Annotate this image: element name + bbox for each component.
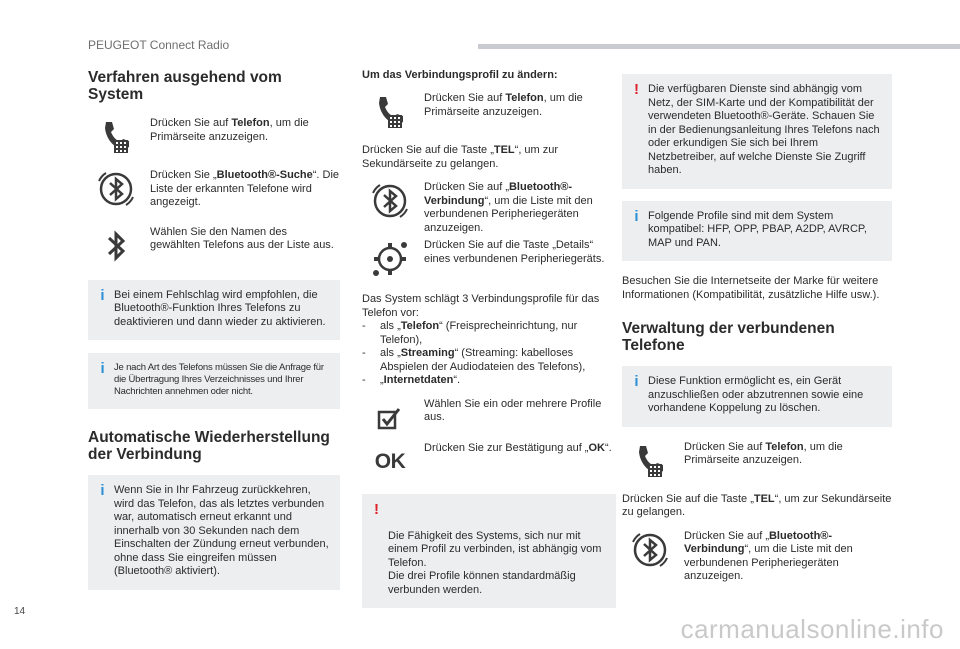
subheading-change-profile: Um das Verbindungsprofil zu ändern: [362, 69, 558, 81]
checkbox-icon [370, 398, 410, 438]
paragraph-tel-key: Drücken Sie auf die Taste „TEL“, um zur Sekundärseite zu gelangen. [622, 492, 892, 518]
page-number: 14 [14, 606, 26, 617]
step-details: Drücken Sie auf die Taste „Details“ eines verbundenen Peripheriegeräts. [362, 239, 616, 279]
step-phone: Drücken Sie auf Telefon, um die Primärseite anzuzeigen. [622, 441, 892, 481]
phone-icon [630, 441, 670, 481]
paragraph-profiles: Das System schlägt 3 Verbindungsprofile für das Telefon vor: [362, 293, 600, 319]
info-icon: i [100, 482, 105, 499]
phone-icon [96, 117, 136, 157]
note-services: ! Die verfügbaren Dienste sind abhängig vom Netz, der SIM-Karte und der Kompatibilität der verwendeten Bluetooth®-Geräte. Schauen Sie in der Bedienungsanleitung Ihres Telefons nach oder erkundigen Sie sich bei Ihrem Netzbetreiber, auf welche Dienste Sie Zugriff haben. [622, 74, 892, 189]
list-item: - als „Telefon“ (Freisprecheinrichtung, nur Telefon), [362, 320, 578, 346]
info-icon: i [100, 286, 105, 304]
heading-manage-phones: Verwaltung der verbundenen Telefone [622, 320, 835, 354]
bluetooth-icon [96, 226, 136, 266]
note-failure: i Bei einem Fehlschlag wird empfohlen, die Bluetooth®-Funktion Ihres Telefons zu deaktivieren und dann wieder zu aktivieren. [88, 280, 340, 341]
running-header: PEUGEOT Connect Radio [88, 38, 230, 52]
note-profile-capability: ! Die Fähigkeit des Systems, sich nur mit einem Profil zu verbinden, ist abhängig vom Telefon. Die drei Profile können standardmäßig verbunden werden. [362, 494, 616, 609]
step-bluetooth-connection: Drücken Sie auf „Bluetooth®-Verbindung“, um die Liste mit den verbundenen Peripheriegeräten anzuzeigen. [622, 530, 892, 584]
note-phone-type: i Je nach Art des Telefons müssen Sie die Anfrage für die Übertragung Ihres Verzeichnisses und Ihrer Nachrichten annehmen oder nicht. [88, 353, 340, 409]
bluetooth-search-icon [370, 181, 410, 221]
paragraph-tel-key: Drücken Sie auf die Taste „TEL“, um zur Sekundärseite zu gelangen. [362, 144, 559, 170]
heading-procedure-system: Verfahren ausgehend vom System [88, 69, 282, 103]
gear-icon [370, 239, 410, 279]
info-icon: i [100, 360, 105, 377]
step-phone: Drücken Sie auf Telefon, um die Primärseite anzuzeigen. [88, 117, 340, 157]
step-select-phone: Wählen Sie den Namen des gewählten Telefons aus der Liste aus. [88, 226, 340, 266]
note-compatible-profiles: i Folgende Profile sind mit dem System kompatibel: HFP, OPP, PBAP, A2DP, AVRCP, MAP und PAN. [622, 201, 892, 262]
watermark: carmanualsonline.info [680, 614, 944, 644]
step-bluetooth-search: Drücken Sie „Bluetooth®-Suche“. Die Liste der erkannten Telefone wird angezeigt. [88, 169, 340, 210]
warning-icon: ! [374, 500, 379, 518]
list-item: - als „Streaming“ (Streaming: kabelloses Abspielen der Audiodateien des Telefons), [362, 347, 586, 373]
phone-icon [370, 92, 410, 132]
step-bluetooth-connection: Drücken Sie auf „Bluetooth®-Verbindung“, um die Liste mit den verbundenen Peripheriegeräten anzuzeigen. [362, 181, 616, 235]
bluetooth-search-icon [96, 169, 136, 209]
step-confirm-ok: OK Drücken Sie zur Bestätigung auf „OK“. [362, 442, 616, 482]
step-select-profiles: Wählen Sie ein oder mehrere Profile aus. [362, 398, 616, 438]
note-manage-function: i Diese Funktion ermöglicht es, ein Gerät anzuschließen oder abzutrennen sowie eine vorhandene Koppelung zu löschen. [622, 366, 892, 427]
ok-icon: OK [374, 449, 406, 473]
column-2 [362, 66, 616, 608]
step-phone: Drücken Sie auf Telefon, um die Primärseite anzuzeigen. [362, 92, 616, 132]
warning-icon: ! [634, 81, 639, 98]
heading-auto-reconnect: Automatische Wiederherstellung der Verbindung [88, 429, 330, 463]
header-bar [478, 44, 960, 49]
bluetooth-search-icon [630, 530, 670, 570]
column-1 [88, 66, 340, 590]
info-icon: i [634, 373, 639, 390]
note-auto-reconnect: i Wenn Sie in Ihr Fahrzeug zurückkehren, wird das Telefon, das als letztes verbunden war, automatisch erneut erkannt und innerhalb von 30 Sekunden nach dem Einschalten der Zündung erneut verbunden, ohne dass Sie eingreifen müssen (Bluetooth® aktiviert). [88, 475, 340, 590]
list-item: - „Internetdaten“. [362, 374, 461, 386]
info-icon: i [634, 207, 639, 225]
paragraph-website: Besuchen Sie die Internetseite der Marke für weitere Informationen (Kompatibilität, zusätzliche Hilfe usw.). [622, 275, 880, 301]
column-3 [622, 66, 892, 584]
profile-list [362, 320, 616, 388]
